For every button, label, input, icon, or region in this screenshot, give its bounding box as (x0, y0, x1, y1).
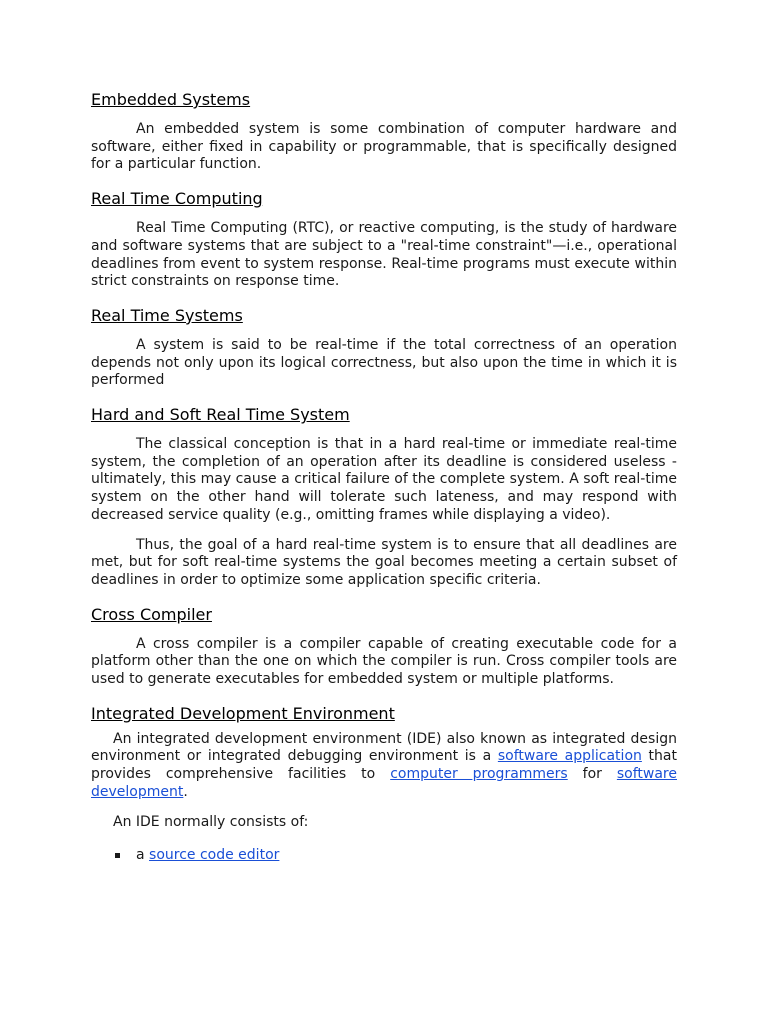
paragraph-ide-2: An IDE normally consists of: (113, 813, 309, 830)
heading-real-time-computing: Real Time Computing (91, 189, 263, 209)
section-cross-compiler (91, 604, 677, 689)
heading-hard-soft-real-time: Hard and Soft Real Time System (91, 405, 350, 425)
document-page (91, 89, 677, 873)
paragraph-cross-compiler: A cross compiler is a compiler capable of creating executable code for a platform other than the one on which the compiler is run. Cross compiler tools are used to generate executables for embedded system or multiple platforms. (91, 635, 677, 688)
paragraph-hard-soft-2: Thus, the goal of a hard real-time system is to ensure that all deadlines are met, but for soft real-time systems the goal becomes meeting a certain subset of deadlines in order to optimize some application specific criteria. (91, 536, 677, 588)
heading-ide: Integrated Development Environment (91, 703, 395, 723)
section-real-time-computing (91, 188, 677, 291)
paragraph-hard-soft-1: The classical conception is that in a hard real-time or immediate real-time system, the completion of an operation after its deadline is considered useless - ultimately, this may cause a critical failure of the complete system. A soft real-time system on the other hand will tolerate such lateness, and may respond with decreased service quality (e.g., omitting frames while displaying a video). (91, 436, 677, 523)
link-software-application[interactable]: software application (497, 748, 642, 765)
link-software-development[interactable]: software development (91, 766, 677, 800)
heading-cross-compiler: Cross Compiler (91, 604, 212, 624)
section-hard-soft-real-time (91, 404, 677, 590)
ide-text-a: An integrated development environment (IDE) also known as integrated design environment or integrated debugging environment is a (91, 730, 677, 765)
paragraph-ide-1 (91, 731, 677, 802)
paragraph-embedded-systems: An embedded system is some combination of computer hardware and software, either fixed in capability or programmable, that is specifically designed for a particular function. (91, 121, 677, 173)
list-item-prefix: a (136, 847, 150, 864)
section-embedded-systems (91, 89, 677, 174)
link-computer-programmers[interactable]: computer programmers (390, 766, 568, 783)
heading-embedded-systems: Embedded Systems (91, 90, 251, 109)
paragraph-real-time-computing: Real Time Computing (RTC), or reactive computing, is the study of hardware and software systems that are subject to a "real-time constraint"—i.e., operational deadlines from event to system response. Real-time programs must execute within strict constraints on response time. (91, 220, 677, 290)
paragraph-real-time-systems: A system is said to be real-time if the total correctness of an operation depends not only upon its logical correctness, but also upon the time in which it is performed (91, 336, 677, 389)
list-item (91, 847, 677, 865)
section-real-time-systems (91, 305, 677, 390)
bullet-icon (115, 853, 120, 858)
ide-components-list (91, 847, 677, 865)
ide-text-d: . (183, 783, 188, 800)
heading-real-time-systems: Real Time Systems (91, 305, 243, 325)
section-ide (91, 703, 677, 865)
link-source-code-editor[interactable]: source code editor (149, 847, 280, 864)
ide-text-c: for (567, 766, 617, 783)
ide-text-b: that provides comprehensive facilities to (91, 748, 677, 783)
